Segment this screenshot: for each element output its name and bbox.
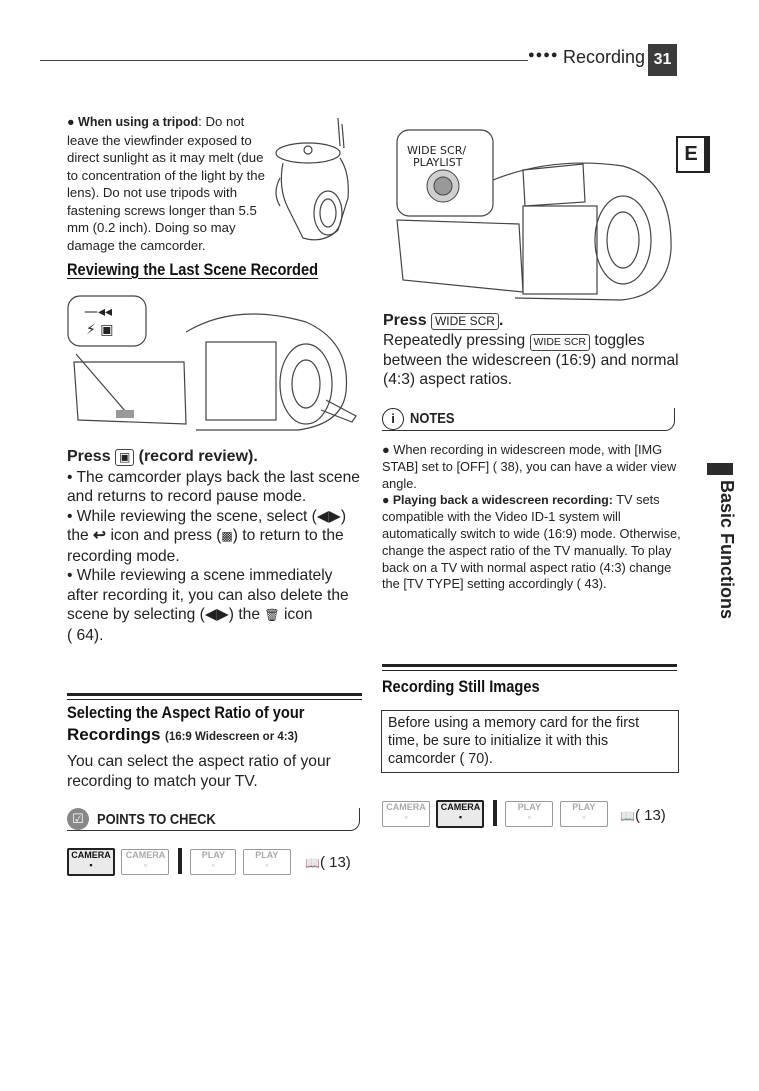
aspect-mode-icons — [67, 848, 291, 876]
mode-label: CAMERA — [125, 850, 166, 860]
tripod-note — [67, 113, 267, 254]
mode-label: PLAY — [201, 850, 225, 860]
camera-still-mode-icon: CAMERA ▪ — [436, 800, 484, 828]
book-icon: 📖 — [620, 809, 635, 823]
review-bullet-2 — [67, 507, 367, 567]
camera-still-mode-icon: CAMERA ▫ — [121, 849, 169, 875]
aspect-rule-thick — [67, 693, 362, 696]
play-movie-mode-icon: PLAY ▫ — [190, 849, 236, 875]
notes-p1: ● When recording in widescreen mode, with [IMG STAB] set to [OFF] ( 38), you can have a wider view angle. — [382, 442, 677, 491]
aspect-heading-2-small: (16:9 Widescreen or 4:3) — [164, 731, 298, 743]
widescr-callout-line2: PLAYLIST — [413, 156, 463, 169]
side-tab-label: Basic Functions — [717, 480, 737, 620]
aspect-heading-2-main: Recordings — [67, 725, 161, 744]
aspect-heading-1: Selecting the Aspect Ratio of your — [67, 703, 305, 722]
tripod-note-bold: ● When using a tripod — [67, 115, 199, 129]
mode-label: CAMERA — [386, 802, 426, 812]
delete-icon: 🗑 — [264, 608, 280, 622]
review-press-label: Press — [67, 448, 111, 465]
svg-text:⚡ ▣: ⚡ ▣ — [86, 322, 114, 338]
review-bullet-2b: icon and press ( — [110, 527, 222, 544]
notes-p2 — [382, 492, 682, 593]
page-number: 31 — [648, 44, 677, 76]
mode-label: PLAY — [517, 802, 541, 812]
header-dots: ●●●● — [528, 49, 559, 61]
header-section-title: Recording — [563, 47, 646, 67]
set-button-icon: ▩ — [221, 529, 233, 543]
info-icon: i — [382, 408, 404, 430]
review-bullet-2a: • While reviewing the scene, select (◀▶) the — [67, 507, 347, 544]
language-tab-bar — [704, 136, 710, 173]
review-heading: Reviewing the Last Scene Recorded — [67, 260, 319, 279]
record-review-icon: ▣ — [115, 449, 134, 466]
widescr-desc-b: toggles between the widescreen (16:9) and normal (4:3) aspect ratios. — [383, 331, 679, 388]
play-movie-mode-icon: PLAY ▫ — [505, 801, 553, 827]
notes-p2-text: TV sets compatible with the Video ID-1 system will automatically switch to wide (16:9) mode. Otherwise, change the aspect ratio of the TV manually. To play back on a TV with normal aspect ratio (4:3) change the [TV TYPE] setting accordingly ( 43). — [382, 492, 681, 592]
still-page-ref — [620, 807, 666, 824]
review-camcorder-illustration — [66, 292, 358, 432]
notes-title: NOTES — [410, 410, 455, 427]
widescr-button-label: WIDE SCR — [431, 313, 499, 330]
return-icon: ↩ — [93, 527, 107, 544]
tripod-note-text: : Do not leave the viewfinder exposed to direct sunlight as it may melt (due to concentration of the light by the lens). Do not use tripods with fastening screws longer than 5.5 mm (0.2 inch). Doing so may damage the camcorder. — [67, 114, 265, 253]
language-tab: E — [676, 136, 706, 173]
notes-header — [382, 408, 675, 431]
widescr-press-end: . — [498, 312, 504, 329]
widescr-callout-line1: WIDE SCR/ — [407, 144, 467, 157]
still-mode-icons — [382, 800, 608, 828]
svg-text:—◂◂: —◂◂ — [84, 304, 113, 320]
still-rule-thin — [382, 670, 677, 671]
points-header — [67, 808, 360, 831]
widescr-camcorder-illustration — [383, 120, 679, 302]
book-icon: 📖 — [305, 856, 320, 870]
mode-label: PLAY — [572, 802, 596, 812]
mode-label: CAMERA — [440, 802, 481, 812]
side-tab-mark — [707, 463, 733, 475]
still-note-box: Before using a memory card for the first time, be sure to initialize it with this camcorder ( 70). — [381, 710, 679, 773]
notes-p2-bold: ● Playing back a widescreen recording: — [382, 493, 613, 508]
mode-divider — [178, 848, 182, 874]
mode-label: CAMERA — [71, 850, 111, 860]
review-press-suffix: (record review). — [138, 448, 258, 465]
camera-movie-mode-icon: CAMERA ▫ — [382, 801, 430, 827]
aspect-heading-2 — [67, 725, 298, 745]
play-still-mode-icon: PLAY ▫ — [243, 849, 291, 875]
widescr-desc-a: Repeatedly pressing — [383, 331, 526, 349]
aspect-rule-thin — [67, 699, 362, 700]
points-title: POINTS TO CHECK — [97, 811, 216, 828]
aspect-page-ref — [305, 854, 351, 871]
review-bullet-3b: icon — [283, 606, 313, 623]
review-body — [67, 447, 367, 645]
aspect-ref-text: ( 13) — [319, 854, 351, 871]
mode-label: PLAY — [255, 850, 279, 860]
tripod-illustration — [268, 118, 358, 248]
widescr-body — [383, 311, 683, 390]
notes-body — [382, 442, 682, 593]
mode-divider — [493, 800, 497, 826]
still-heading: Recording Still Images — [382, 677, 540, 696]
play-still-mode-icon: PLAY ▫ — [560, 801, 608, 827]
review-bullet-3 — [67, 566, 367, 645]
review-bullet-1: • The camcorder plays back the last scene and returns to record pause mode. — [67, 468, 360, 505]
checkbox-icon: ☑ — [67, 808, 89, 830]
review-bullet-3a: • While reviewing a scene immediately after recording it, you can also delete the scene by selecting (◀▶) the — [67, 567, 349, 623]
still-ref-text: ( 13) — [634, 807, 666, 824]
camera-movie-mode-icon: CAMERA ▪ — [67, 848, 115, 876]
widescr-button-inline: WIDE SCR — [530, 334, 591, 351]
still-rule-thick — [382, 664, 677, 667]
widescr-press-label: Press — [383, 312, 427, 329]
header-rule — [40, 60, 528, 61]
review-bullet-2c: ) to return to the recording mode. — [67, 527, 344, 565]
review-bullet-3c: ( 64). — [67, 626, 104, 644]
aspect-text: You can select the aspect ratio of your recording to match your TV. — [67, 753, 331, 790]
